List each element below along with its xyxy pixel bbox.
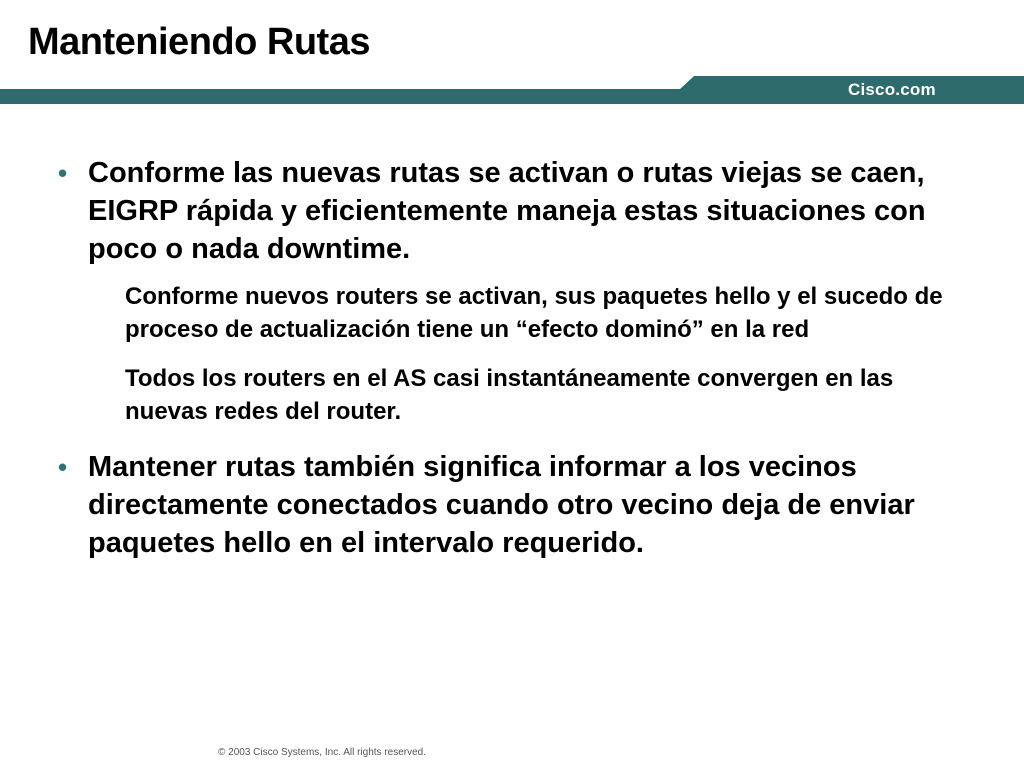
sub-bullet-item: Conforme nuevos routers se activan, sus paquetes hello y el sucedo de proceso de actualización tiene un “efecto dominó” en la red: [125, 283, 943, 343]
bullet-item: [58, 448, 978, 562]
bullet-item: [58, 154, 978, 268]
bullet-text: Conforme las nuevas rutas se activan o rutas viejas se caen, EIGRP rápida y eficientemente maneja estas situaciones con poco o nada downtime.: [88, 157, 926, 265]
slide-content: [58, 154, 978, 562]
bullet-dot-icon: •: [58, 452, 68, 482]
sub-bullet-item: Todos los routers en el AS casi instantáneamente convergen en las nuevas redes del router.: [125, 365, 894, 425]
cisco-brand-label: Cisco.com: [848, 80, 936, 99]
copyright-footer: © 2003 Cisco Systems, Inc. All rights reserved.: [218, 747, 427, 758]
bullet-dot-icon: •: [58, 158, 68, 188]
slide-title: Manteniendo Rutas: [28, 21, 370, 63]
bullet-text: Mantener rutas también significa informar a los vecinos directamente conectados cuando otro vecino deja de enviar paquetes hello en el intervalo requerido.: [88, 451, 915, 559]
